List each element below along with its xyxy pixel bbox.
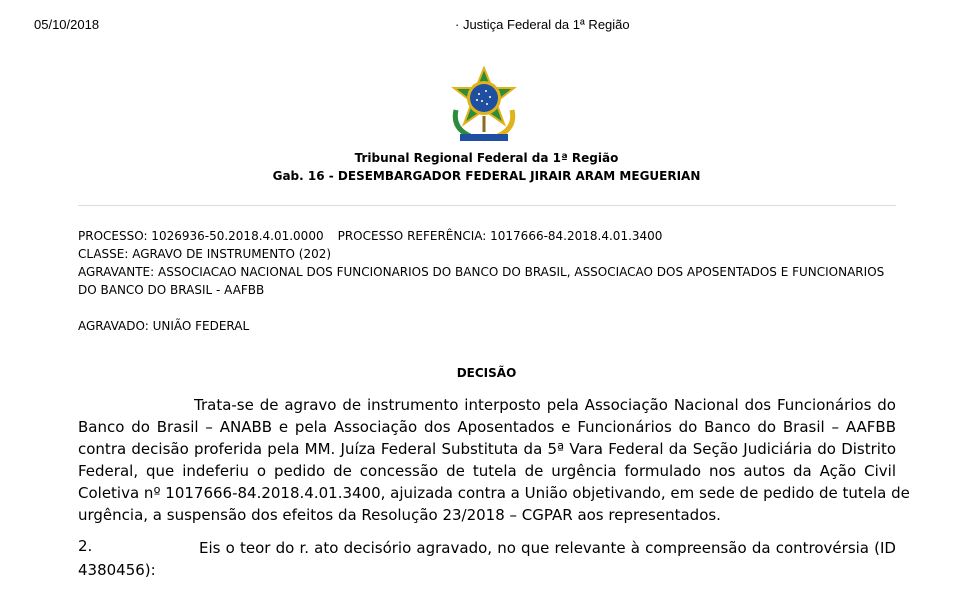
appellee-line: AGRAVADO: UNIÃO FEDERAL (78, 319, 250, 333)
paragraph-line: contra decisão proferida pela MM. Juíza Federal Substituta da 5ª Vara Federal da Seção Judiciária do Distrito (78, 440, 896, 458)
page-header-title: · Justiça Federal da 1ª Região (455, 17, 630, 32)
paragraph-line: Coletiva nº 1017666-84.2018.4.01.3400, ajuizada contra a União objetivando, em sede de pedido de tutela de (78, 484, 910, 502)
paragraph-line: Federal, que indeferiu o pedido de concessão de tutela de urgência formulado nos autos da Ação Civil (78, 462, 896, 480)
paragraph-line: 4380456): (78, 561, 156, 579)
court-office: Gab. 16 - DESEMBARGADOR FEDERAL JIRAIR ARAM MEGUERIAN (272, 169, 701, 183)
print-date: 05/10/2018 (34, 17, 100, 32)
paragraph-line: Banco do Brasil – ANABB e pela Associação dos Aposentados e Funcionários do Banco do Brasil – AAFBB (78, 418, 896, 436)
court-name: Tribunal Regional Federal da 1ª Região (354, 151, 619, 165)
process-number: PROCESSO: 1026936-50.2018.4.01.0000 (78, 229, 324, 243)
appellant-line-2: DO BANCO DO BRASIL - AAFBB (78, 283, 265, 297)
paragraph-line: urgência, a suspensão dos efeitos da Resolução 23/2018 – CGPAR aos representados. (78, 506, 721, 524)
reference-number: PROCESSO REFERÊNCIA: 1017666-84.2018.4.01.3400 (337, 229, 663, 243)
paragraph-line: Eis o teor do r. ato decisório agravado, no que relevante à compreensão da controvérsia (ID (199, 539, 896, 557)
paragraph-number: 2. (78, 537, 93, 555)
paragraph-line: Trata-se de agravo de instrumento interposto pela Associação Nacional dos Funcionários do (194, 396, 896, 414)
process-line (78, 227, 908, 245)
class-line: CLASSE: AGRAVO DE INSTRUMENTO (202) (78, 247, 332, 261)
brasao-republica-icon (446, 66, 522, 146)
decision-title: DECISÃO (456, 366, 517, 380)
header-divider (78, 205, 896, 206)
appellant-line-1: AGRAVANTE: ASSOCIACAO NACIONAL DOS FUNCIONARIOS DO BANCO DO BRASIL, ASSOCIACAO DOS APOSENTADOS E FUNCIONARIOS (78, 265, 885, 279)
